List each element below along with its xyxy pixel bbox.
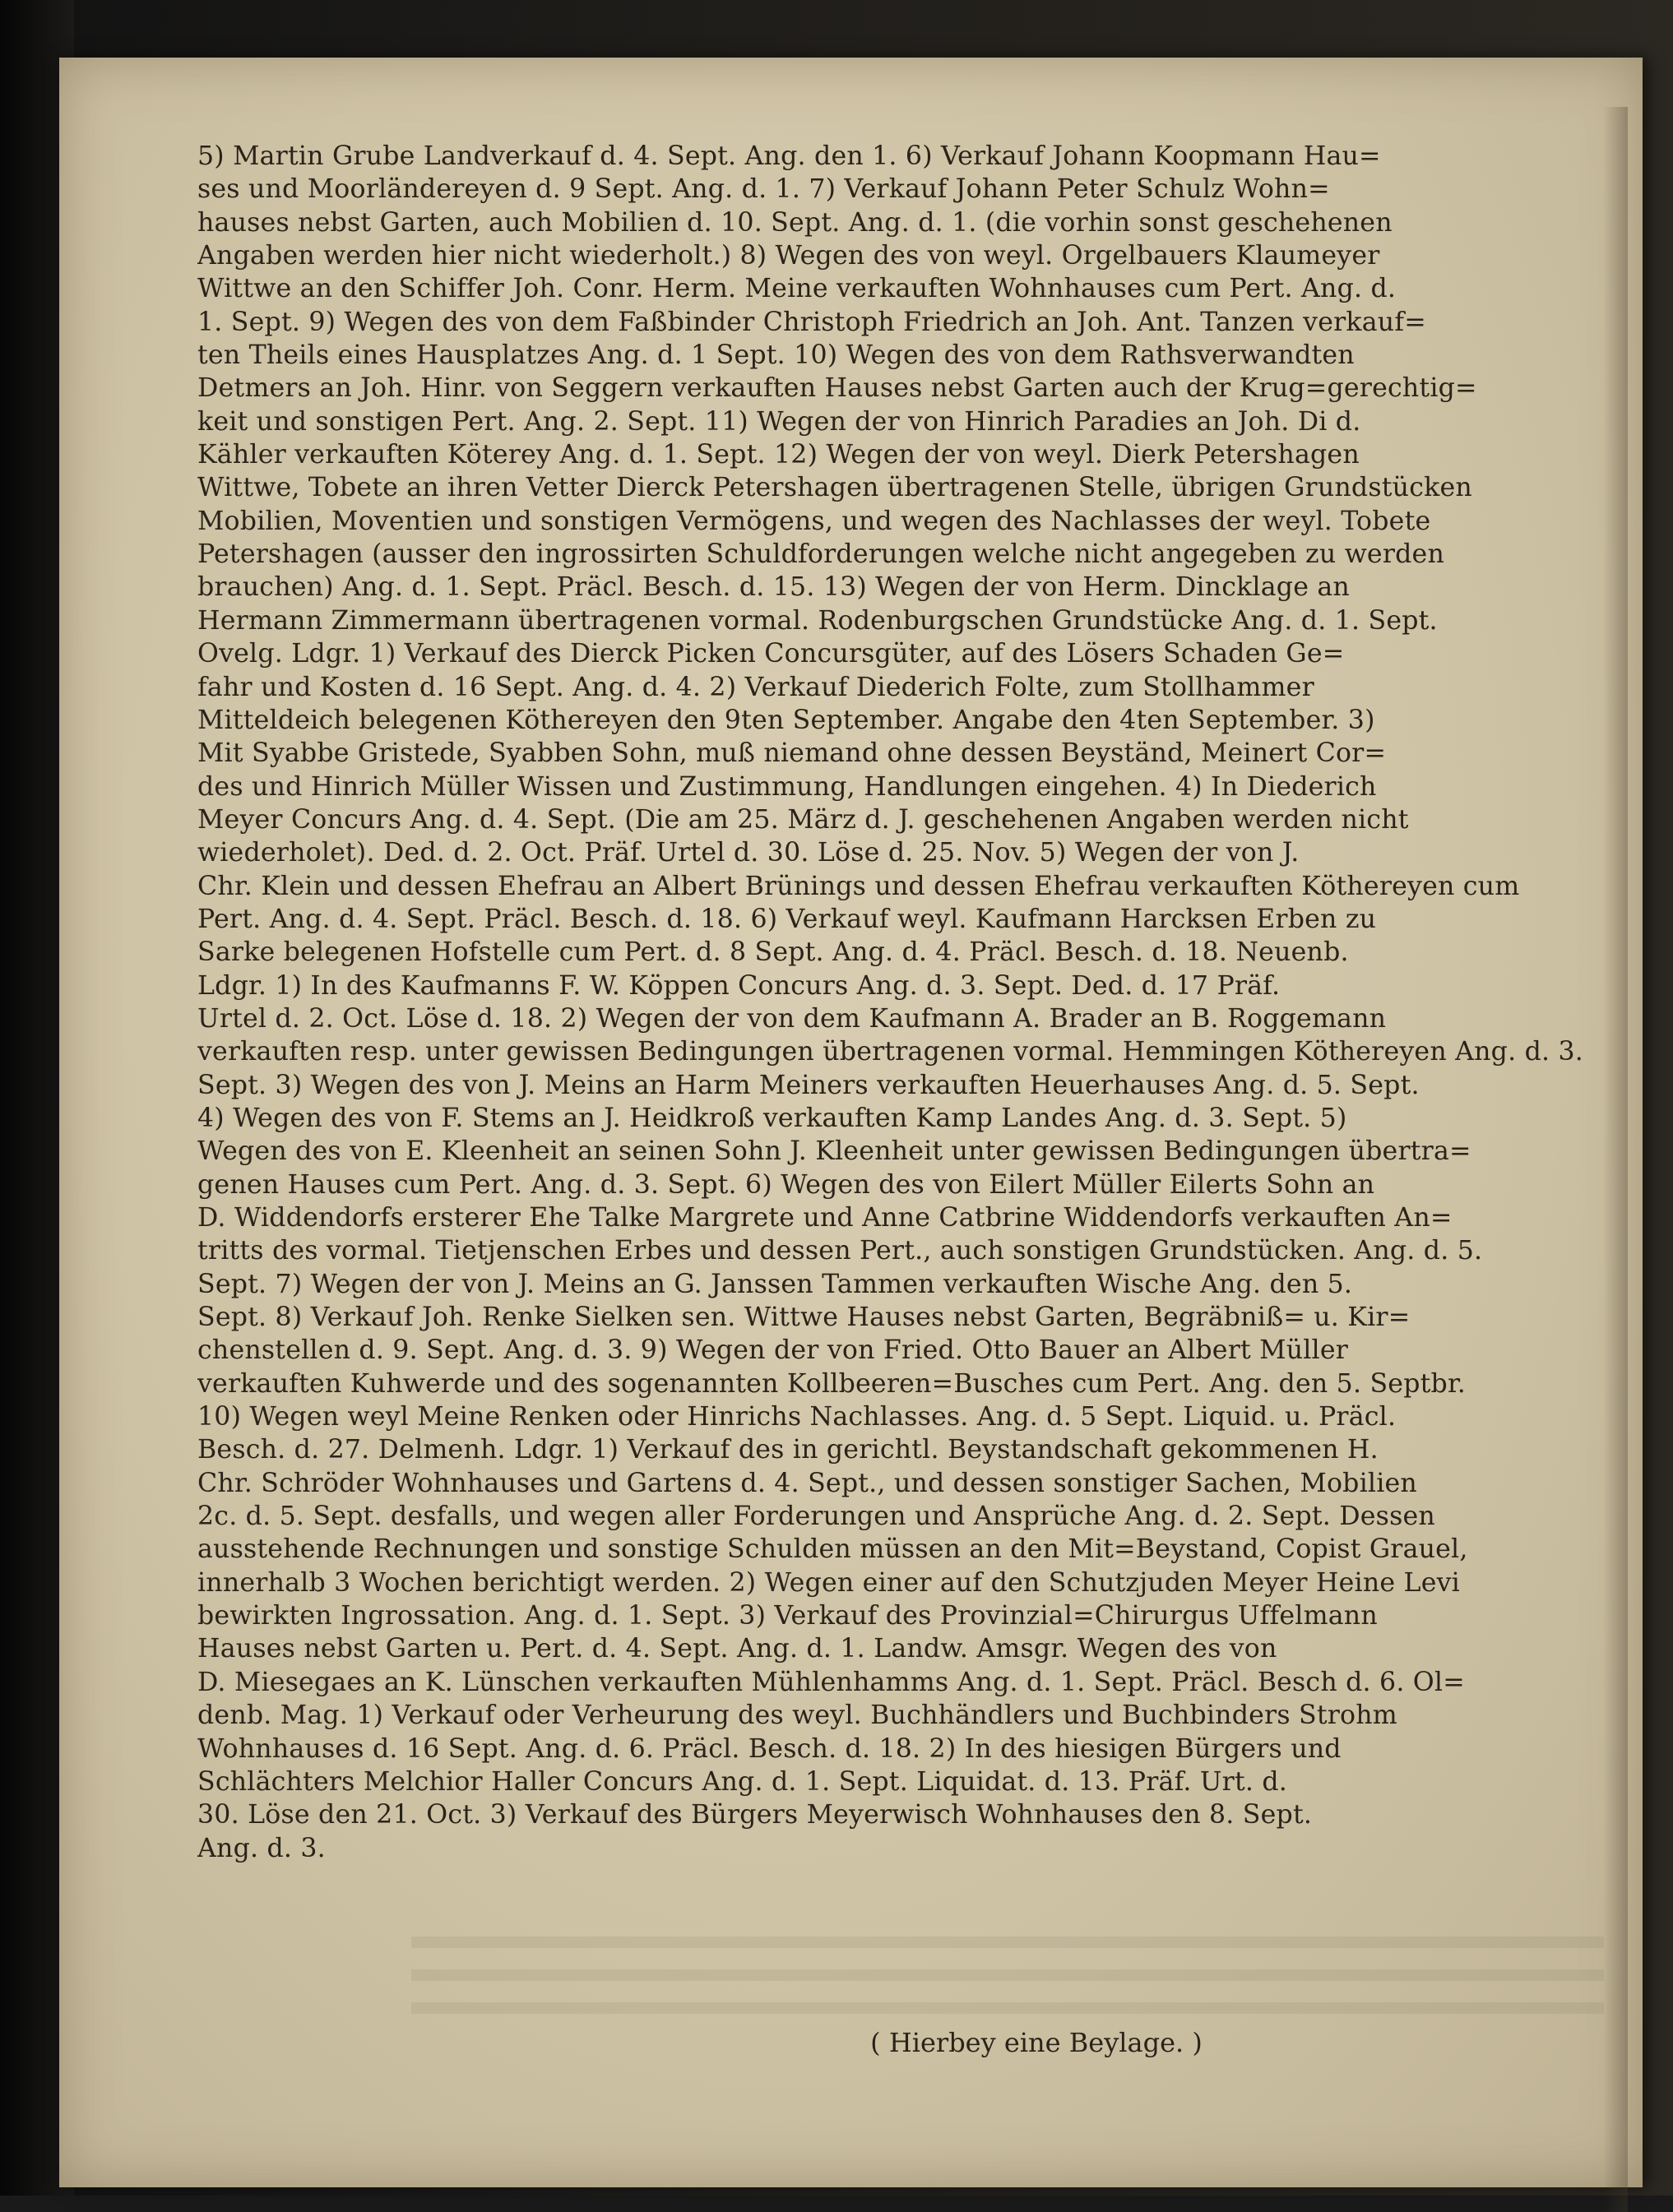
text-line: 30. Löse den 21. Oct. 3) Verkauf des Bürgers Meyerwisch Wohnhauses den 8. Sept. bbox=[197, 1800, 1313, 1830]
text-line: ses und Moorländereyen d. 9 Sept. Ang. d. 1. 7) Verkauf Johann Peter Schulz Wohn= bbox=[197, 174, 1330, 205]
text-line: Mit Syabbe Gristede, Syabben Sohn, muß niemand ohne dessen Beyständ, Meinert Cor= bbox=[197, 738, 1387, 769]
text-line: Kähler verkauften Köterey Ang. d. 1. Sept. 12) Wegen der von weyl. Dierk Petershagen bbox=[197, 440, 1360, 470]
announcement-text-block bbox=[197, 140, 1624, 1865]
text-line: Petershagen (ausser den ingrossirten Schuldforderungen welche nicht angegeben zu werden bbox=[197, 539, 1445, 570]
text-line: Ldgr. 1) In des Kaufmanns F. W. Köppen Concurs Ang. d. 3. Sept. Ded. d. 17 Präf. bbox=[197, 970, 1281, 1001]
text-line: hauses nebst Garten, auch Mobilien d. 10. Sept. Ang. d. 1. (die vorhin sonst geschehenen bbox=[197, 207, 1393, 238]
text-line: verkauften resp. unter gewissen Bedingungen übertragenen vormal. Hemmingen Köthereyen Ang. d. 3. bbox=[197, 1037, 1584, 1067]
text-line: Wegen des von E. Kleenheit an seinen Sohn J. Kleenheit unter gewissen Bedingungen übertra= bbox=[197, 1136, 1471, 1167]
text-line: Wittwe an den Schiffer Joh. Conr. Herm. Meine verkauften Wohnhauses cum Pert. Ang. d. bbox=[197, 274, 1397, 304]
text-line: innerhalb 3 Wochen berichtigt werden. 2) Wegen einer auf den Schutzjuden Meyer Heine Levi bbox=[197, 1567, 1460, 1598]
text-line: Wohnhauses d. 16 Sept. Ang. d. 6. Präcl. Besch. d. 18. 2) In des hiesigen Bürgers und bbox=[197, 1733, 1342, 1764]
text-line: denb. Mag. 1) Verkauf oder Verheurung des weyl. Buchhändlers und Buchbinders Strohm bbox=[197, 1701, 1397, 1731]
text-line: 4) Wegen des von F. Stems an J. Heidkroß verkauften Kamp Landes Ang. d. 3. Sept. 5) bbox=[197, 1103, 1347, 1133]
text-line: Sept. 8) Verkauf Joh. Renke Sielken sen. Wittwe Hauses nebst Garten, Begräbniß= u. Kir= bbox=[197, 1303, 1411, 1333]
text-line: Chr. Klein und dessen Ehefrau an Albert Brünings und dessen Ehefrau verkauften Köthereyen cum bbox=[197, 871, 1520, 901]
text-line: 1. Sept. 9) Wegen des von dem Faßbinder Christoph Friedrich an Joh. Ant. Tanzen verkauf= bbox=[197, 307, 1426, 337]
text-line: Wittwe, Tobete an ihren Vetter Dierck Petershagen übertragenen Stelle, übrigen Grundstücken bbox=[197, 473, 1472, 503]
text-line: Angaben werden hier nicht wiederholt.) 8) Wegen des von weyl. Orgelbauers Klaumeyer bbox=[197, 241, 1380, 271]
text-line: Mitteldeich belegenen Köthereyen den 9ten September. Angabe den 4ten September. 3) bbox=[197, 705, 1375, 735]
text-line: ausstehende Rechnungen und sonstige Schulden müssen an den Mit=Beystand, Copist Grauel, bbox=[197, 1534, 1468, 1565]
text-line: ten Theils eines Hausplatzes Ang. d. 1 Sept. 10) Wegen des von dem Rathsverwandten bbox=[197, 340, 1355, 371]
supplement-note: ( Hierbey eine Beylage. ) bbox=[870, 2027, 1203, 2058]
text-line: verkauften Kuhwerde und des sogenannten Kollbeeren=Busches cum Pert. Ang. den 5. Septbr. bbox=[197, 1368, 1467, 1399]
text-line: brauchen) Ang. d. 1. Sept. Präcl. Besch. d. 15. 13) Wegen der von Herm. Dincklage an bbox=[197, 572, 1350, 603]
text-line: Sarke belegenen Hofstelle cum Pert. d. 8 Sept. Ang. d. 4. Präcl. Besch. d. 18. Neuenb. bbox=[197, 937, 1349, 968]
text-line: Meyer Concurs Ang. d. 4. Sept. (Die am 25. März d. J. geschehenen Angaben werden nicht bbox=[197, 804, 1409, 835]
text-line: tritts des vormal. Tietjenschen Erbes und dessen Pert., auch sonstigen Grundstücken. Ang. d. 5. bbox=[197, 1236, 1483, 1266]
text-line: D. Widdendorfs ersterer Ehe Talke Margrete und Anne Catbrine Widdendorfs verkauften An= bbox=[197, 1203, 1453, 1233]
text-line: Ovelg. Ldgr. 1) Verkauf des Dierck Picken Concursgüter, auf des Lösers Schaden Ge= bbox=[197, 639, 1345, 669]
text-line: Hermann Zimmermann übertragenen vormal. Rodenburgschen Grundstücke Ang. d. 1. Sept. bbox=[197, 605, 1438, 636]
text-line: Hauses nebst Garten u. Pert. d. 4. Sept. Ang. d. 1. Landw. Amsgr. Wegen des von bbox=[197, 1634, 1277, 1664]
reverse-side-bleed-through bbox=[411, 1937, 1604, 2027]
text-line: chenstellen d. 9. Sept. Ang. d. 3. 9) Wegen der von Fried. Otto Bauer an Albert Müller bbox=[197, 1335, 1349, 1366]
text-line: Ang. d. 3. bbox=[197, 1833, 326, 1863]
text-line: wiederholet). Ded. d. 2. Oct. Präf. Urtel d. 30. Löse d. 25. Nov. 5) Wegen der von J. bbox=[197, 838, 1300, 868]
text-line: keit und sonstigen Pert. Ang. 2. Sept. 11) Wegen der von Hinrich Paradies an Joh. Di d. bbox=[197, 406, 1361, 437]
text-line: Besch. d. 27. Delmenh. Ldgr. 1) Verkauf des in gerichtl. Beystandschaft gekommenen H. bbox=[197, 1435, 1379, 1465]
text-line: des und Hinrich Müller Wissen und Zustimmung, Handlungen eingehen. 4) In Diederich bbox=[197, 771, 1377, 802]
text-line: Pert. Ang. d. 4. Sept. Präcl. Besch. d. 18. 6) Verkauf weyl. Kaufmann Harcksen Erben zu bbox=[197, 904, 1377, 934]
text-line: Detmers an Joh. Hinr. von Seggern verkauften Hauses nebst Garten auch der Krug=gerechtig= bbox=[197, 373, 1477, 404]
text-line: fahr und Kosten d. 16 Sept. Ang. d. 4. 2) Verkauf Diederich Folte, zum Stollhammer bbox=[197, 672, 1314, 702]
text-line: Sept. 7) Wegen der von J. Meins an G. Janssen Tammen verkauften Wische Ang. den 5. bbox=[197, 1269, 1353, 1299]
text-line: 5) Martin Grube Landverkauf d. 4. Sept. Ang. den 1. 6) Verkauf Johann Koopmann Hau= bbox=[197, 141, 1381, 171]
text-line: bewirkten Ingrossation. Ang. d. 1. Sept. 3) Verkauf des Provinzial=Chirurgus Uffelmann bbox=[197, 1601, 1378, 1631]
text-line: Chr. Schröder Wohnhauses und Gartens d. 4. Sept., und dessen sonstiger Sachen, Mobilien bbox=[197, 1468, 1417, 1498]
text-line: 2c. d. 5. Sept. desfalls, und wegen aller Forderungen und Ansprüche Ang. d. 2. Sept. Dessen bbox=[197, 1502, 1435, 1532]
text-line: Schlächters Melchior Haller Concurs Ang. d. 1. Sept. Liquidat. d. 13. Präf. Urt. d. bbox=[197, 1766, 1288, 1797]
text-line: D. Miesegaes an K. Lünschen verkauften Mühlenhamms Ang. d. 1. Sept. Präcl. Besch d. 6. Ol= bbox=[197, 1667, 1465, 1697]
text-line: Urtel d. 2. Oct. Löse d. 18. 2) Wegen der von dem Kaufmann A. Brader an B. Roggemann bbox=[197, 1003, 1387, 1034]
text-line: genen Hauses cum Pert. Ang. d. 3. Sept. 6) Wegen des von Eilert Müller Eilerts Sohn an bbox=[197, 1169, 1375, 1200]
text-line: Mobilien, Moventien und sonstigen Vermögens, und wegen des Nachlasses der weyl. Tobete bbox=[197, 506, 1431, 536]
text-line: Sept. 3) Wegen des von J. Meins an Harm Meiners verkauften Heuerhauses Ang. d. 5. Sept. bbox=[197, 1070, 1420, 1100]
text-line: 10) Wegen weyl Meine Renken oder Hinrichs Nachlasses. Ang. d. 5 Sept. Liquid. u. Präcl. bbox=[197, 1402, 1397, 1432]
